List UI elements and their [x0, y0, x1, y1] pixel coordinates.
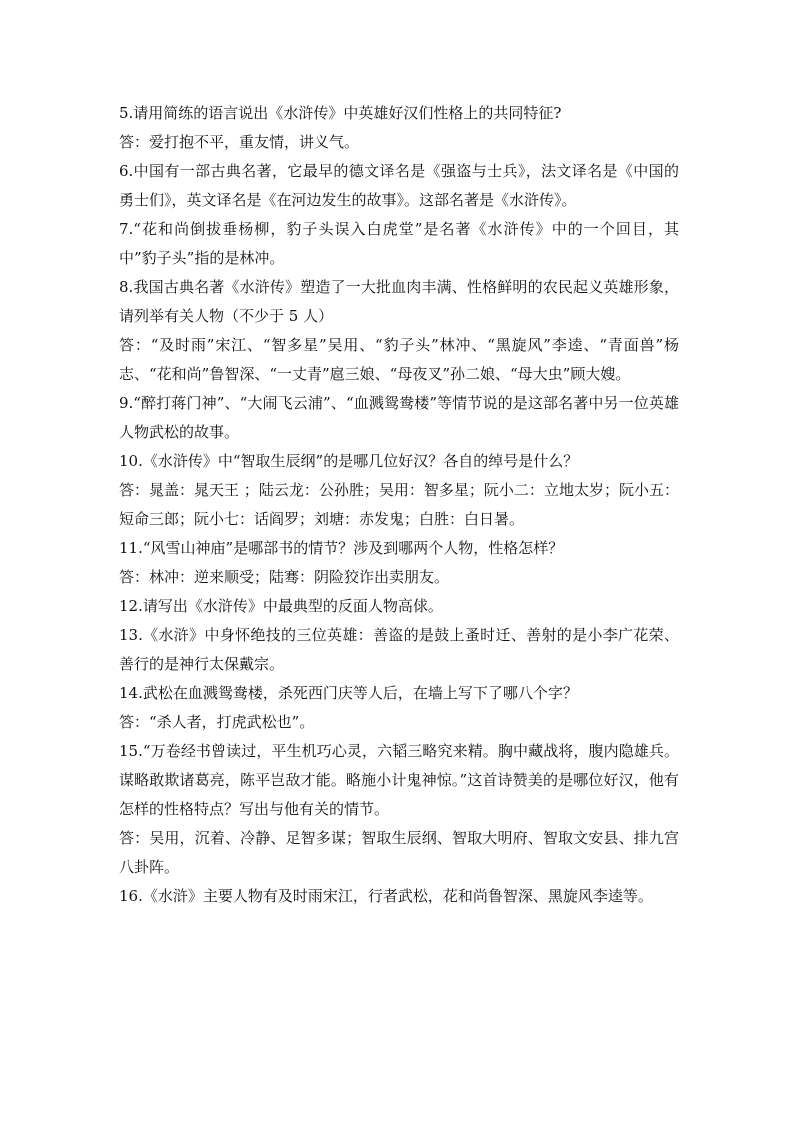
document-body: [119, 99, 679, 911]
question-12: 12.请写出《水浒传》中最典型的反面人物高俅。: [119, 597, 443, 615]
question-7: 7.“花和尚倒拔垂杨柳，豹子头误入白虎堂”是名著《水浒传》中的一个回目，其中”豹子头”指的是林冲。: [119, 220, 679, 267]
question-10: 10.《水浒传》中“智取生辰纲”的是哪几位好汉？各自的绰号是什么？: [119, 452, 579, 470]
question-5: 5.请用简练的语言说出《水浒传》中英雄好汉们性格上的共同特征?: [119, 104, 562, 122]
question-11: 11.“风雪山神庙”是哪部书的情节？涉及到哪两个人物，性格怎样？: [119, 539, 564, 557]
question-15: 15.“万卷经书曾读过，平生机巧心灵，六韬三略究来精。胸中藏战将，腹内隐雄兵。谋略敢欺诸葛亮，陈平岂敌才能。略施小计鬼神惊。”这首诗赞美的是哪位好汉，他有怎样的性格特点？写出与他有关的情节。: [119, 742, 679, 818]
answer-15: 答：吴用，沉着、冷静、足智多谋；智取生辰纲、智取大明府、智取文安县、排九宫八卦阵。: [119, 829, 679, 876]
question-9: 9.“醉打蒋门神”、“大闹飞云浦”、“血溅鸳鸯楼”等情节说的是这部名著中另一位英雄人物武松的故事。: [119, 394, 679, 441]
answer-8: 答：“及时雨”宋江、“智多星”吴用、“豹子头”林冲、“黑旋风”李逵、“青面兽”杨志、“花和尚”鲁智深、“一丈青”扈三娘、“母夜叉”孙二娘、“母大虫”顾大嫂。: [119, 336, 679, 383]
question-8: 8.我国古典名著《水浒传》塑造了一大批血肉丰满、性格鲜明的农民起义英雄形象，请列举有关人物（不少于 5 人）: [119, 278, 679, 325]
question-6: 6.中国有一部古典名著，它最早的德文译名是《强盗与士兵》，法文译名是《中国的勇士们》，英文译名是《在河边发生的故事》。这部名著是《水浒传》。: [119, 162, 679, 209]
answer-11: 答：林冲：逆来顺受；陆骞：阴险狡诈出卖朋友。: [119, 568, 450, 586]
question-13: 13.《水浒》中身怀绝技的三位英雄：善盗的是鼓上蚤时迁、善射的是小李广花荣、善行的是神行太保戴宗。: [119, 626, 679, 673]
answer-10: 答：晁盖：晁天王 ；陆云龙：公孙胜；吴用：智多星；阮小二：立地太岁；阮小五：短命三郎；阮小七：话阎罗；刘塘：赤发鬼；白胜：白日暑。: [119, 481, 679, 528]
answer-5: 答：爱打抱不平，重友情，讲义气。: [119, 133, 360, 151]
answer-14: 答：“杀人者，打虎武松也”。: [119, 713, 315, 731]
question-16: 16.《水浒》主要人物有及时雨宋江，行者武松，花和尚鲁智深、黑旋风李逵等。: [119, 887, 653, 905]
question-14: 14.武松在血溅鸳鸯楼，杀死西门庆等人后，在墙上写下了哪八个字？: [119, 684, 578, 702]
